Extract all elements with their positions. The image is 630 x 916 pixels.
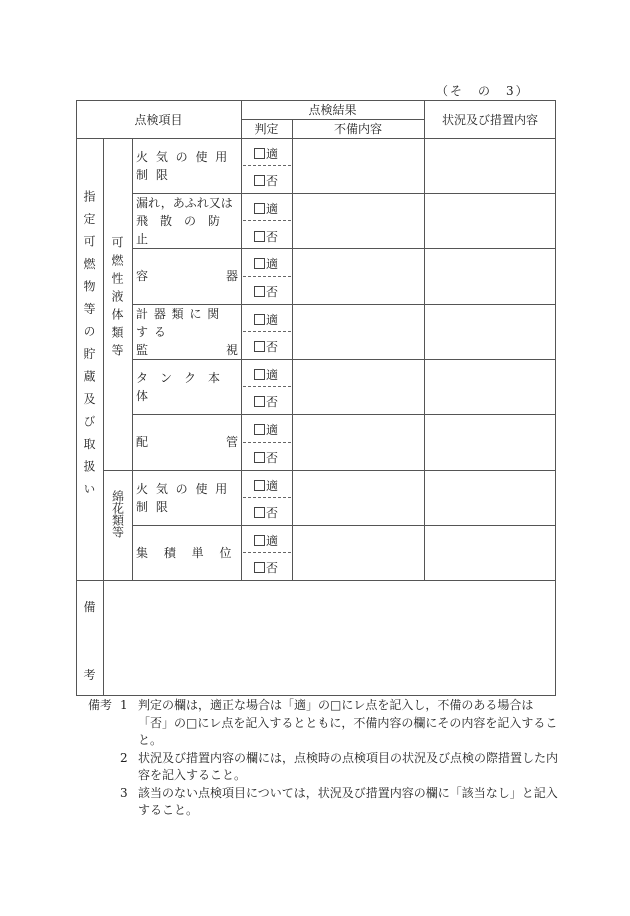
checkbox-label: 否 bbox=[266, 561, 279, 575]
checkbox-ng[interactable] bbox=[254, 504, 278, 521]
item-label-text: 火 気 の 使 用 制 限 bbox=[136, 149, 230, 182]
note-indent bbox=[88, 750, 120, 785]
checkbox-label: 適 bbox=[266, 257, 279, 271]
header-judgment: 判定 bbox=[254, 122, 279, 136]
checkbox-square-icon bbox=[254, 480, 265, 491]
checkbox-label: 否 bbox=[266, 230, 279, 244]
item-label-text: 火 気 の 使 用 制 限 bbox=[136, 481, 230, 514]
header-deficiency-details: 不備内容 bbox=[333, 122, 382, 136]
item-accumulation-unit bbox=[136, 525, 238, 580]
checkbox-ng[interactable] bbox=[254, 559, 278, 576]
item-instrument-monitoring bbox=[136, 304, 238, 359]
checkbox-ok[interactable] bbox=[254, 477, 278, 494]
item-label-line1: 漏れ，あふれ又は bbox=[136, 195, 233, 210]
note-item bbox=[88, 697, 558, 750]
item-fire-use-restriction-2 bbox=[136, 470, 238, 525]
item-container bbox=[136, 248, 238, 304]
remarks-label-bottom: 考 bbox=[83, 667, 96, 682]
note-indent bbox=[88, 785, 120, 820]
checkbox-square-icon bbox=[254, 341, 265, 352]
header-inspection-item: 点検項目 bbox=[134, 112, 183, 127]
header-inspection-result: 点検結果 bbox=[308, 103, 357, 117]
judgment-divider bbox=[243, 331, 291, 332]
checkbox-square-icon bbox=[254, 231, 265, 242]
checkbox-square-icon bbox=[254, 562, 265, 573]
checkbox-label: 否 bbox=[266, 451, 279, 465]
checkbox-ok[interactable] bbox=[254, 421, 278, 438]
item-label-line1: 計 器 類 に 関 す る bbox=[136, 306, 221, 339]
checkbox-label: 適 bbox=[266, 479, 279, 493]
checkbox-label: 適 bbox=[266, 313, 279, 327]
judgment-divider bbox=[243, 386, 291, 387]
checkbox-ok[interactable] bbox=[254, 145, 278, 162]
checkbox-ok[interactable] bbox=[254, 255, 278, 272]
group-cell-flammable-liquids bbox=[103, 236, 132, 376]
checkbox-ng[interactable] bbox=[254, 283, 278, 300]
checkbox-ng[interactable] bbox=[254, 228, 278, 245]
item-piping bbox=[136, 414, 238, 470]
checkbox-square-icon bbox=[254, 148, 265, 159]
note-item bbox=[88, 785, 558, 820]
checkbox-ng[interactable] bbox=[254, 172, 278, 189]
checkbox-square-icon bbox=[254, 535, 265, 546]
item-fire-use-restriction-1 bbox=[136, 138, 238, 193]
remarks-label-top: 備 bbox=[83, 599, 96, 614]
note-number: 2 bbox=[120, 750, 128, 765]
checkbox-label: 否 bbox=[266, 395, 279, 409]
checkbox-square-icon bbox=[254, 424, 265, 435]
checkbox-label: 否 bbox=[266, 285, 279, 299]
item-tank-body bbox=[136, 359, 238, 414]
item-label-text: タ ン ク 本 体 bbox=[136, 370, 233, 403]
checkbox-square-icon bbox=[254, 286, 265, 297]
checkbox-square-icon bbox=[254, 396, 265, 407]
checkbox-square-icon bbox=[254, 507, 265, 518]
checkbox-label: 適 bbox=[266, 423, 279, 437]
item-label-part: 器 bbox=[225, 269, 238, 283]
col-line-deficiency bbox=[292, 119, 293, 580]
checkbox-label: 否 bbox=[266, 506, 279, 520]
item-label-text: 集 積 単 位 bbox=[136, 545, 232, 560]
item-label-part: 管 bbox=[225, 435, 238, 449]
col-line-status bbox=[424, 100, 425, 580]
checkbox-square-icon bbox=[254, 258, 265, 269]
header-status-measures: 状況及び措置内容 bbox=[441, 112, 538, 127]
group-label-cotton: 綿花類等 bbox=[110, 490, 125, 538]
item-label-part: 容 bbox=[136, 269, 149, 283]
checkbox-label: 否 bbox=[266, 174, 279, 188]
item-leak-spill-prevention bbox=[136, 193, 238, 248]
checkbox-ng[interactable] bbox=[254, 338, 278, 355]
remarks-field[interactable] bbox=[104, 581, 555, 695]
note-number: 1 bbox=[120, 698, 128, 712]
category-main-cell bbox=[76, 190, 103, 530]
item-label-part: 配 bbox=[136, 435, 149, 449]
checkbox-square-icon bbox=[254, 452, 265, 463]
notes-heading: 備考 bbox=[88, 698, 113, 712]
group-label-flammable-liquids: 可燃性液体類等 bbox=[110, 236, 124, 362]
page-number: （そ の 3） bbox=[436, 84, 530, 98]
checkbox-label: 適 bbox=[266, 147, 279, 161]
checkbox-label: 適 bbox=[266, 534, 279, 548]
checkbox-ok[interactable] bbox=[254, 311, 278, 328]
checkbox-ok[interactable] bbox=[254, 366, 278, 383]
checkbox-square-icon bbox=[254, 175, 265, 186]
item-label-line2: 飛 散 の 防 止 bbox=[136, 213, 233, 246]
checkbox-square-icon bbox=[254, 369, 265, 380]
col-line-judgment bbox=[241, 100, 242, 580]
checkbox-ng[interactable] bbox=[254, 449, 278, 466]
checkbox-square-icon bbox=[254, 314, 265, 325]
checkbox-ng[interactable] bbox=[254, 393, 278, 410]
checkbox-ok[interactable] bbox=[254, 200, 278, 217]
note-item bbox=[88, 750, 558, 785]
category-main-label: 指定可燃物等の貯蔵及び取扱い bbox=[82, 190, 96, 505]
note-text: 該当のない点検項目については，状況及び措置内容の欄に「該当なし」と記入すること。 bbox=[138, 785, 558, 817]
note-text: 判定の欄は，適正な場合は「適」の□にレ点を記入し，不備のある場合は「否」の□にレ点を記入するとともに，不備内容の欄にその内容を記入すること。 bbox=[138, 698, 558, 747]
note-text: 状況及び措置内容の欄には，点検時の点検項目の状況及び点検の際措置した内容を記入すること。 bbox=[138, 750, 559, 782]
checkbox-label: 否 bbox=[266, 340, 279, 354]
judgment-divider bbox=[243, 165, 291, 166]
checkbox-square-icon bbox=[254, 203, 265, 214]
judgment-divider bbox=[243, 276, 291, 277]
notes-section bbox=[88, 697, 558, 820]
checkbox-ok[interactable] bbox=[254, 532, 278, 549]
judgment-divider bbox=[243, 442, 291, 443]
judgment-divider bbox=[243, 497, 291, 498]
judgment-divider bbox=[243, 552, 291, 553]
group-cell-cotton bbox=[103, 490, 132, 570]
item-label-part: 視 bbox=[225, 342, 238, 357]
item-label-part: 監 bbox=[136, 342, 149, 357]
checkbox-label: 適 bbox=[266, 202, 279, 216]
checkbox-label: 適 bbox=[266, 368, 279, 382]
judgment-divider bbox=[243, 220, 291, 221]
note-number: 3 bbox=[120, 785, 128, 800]
